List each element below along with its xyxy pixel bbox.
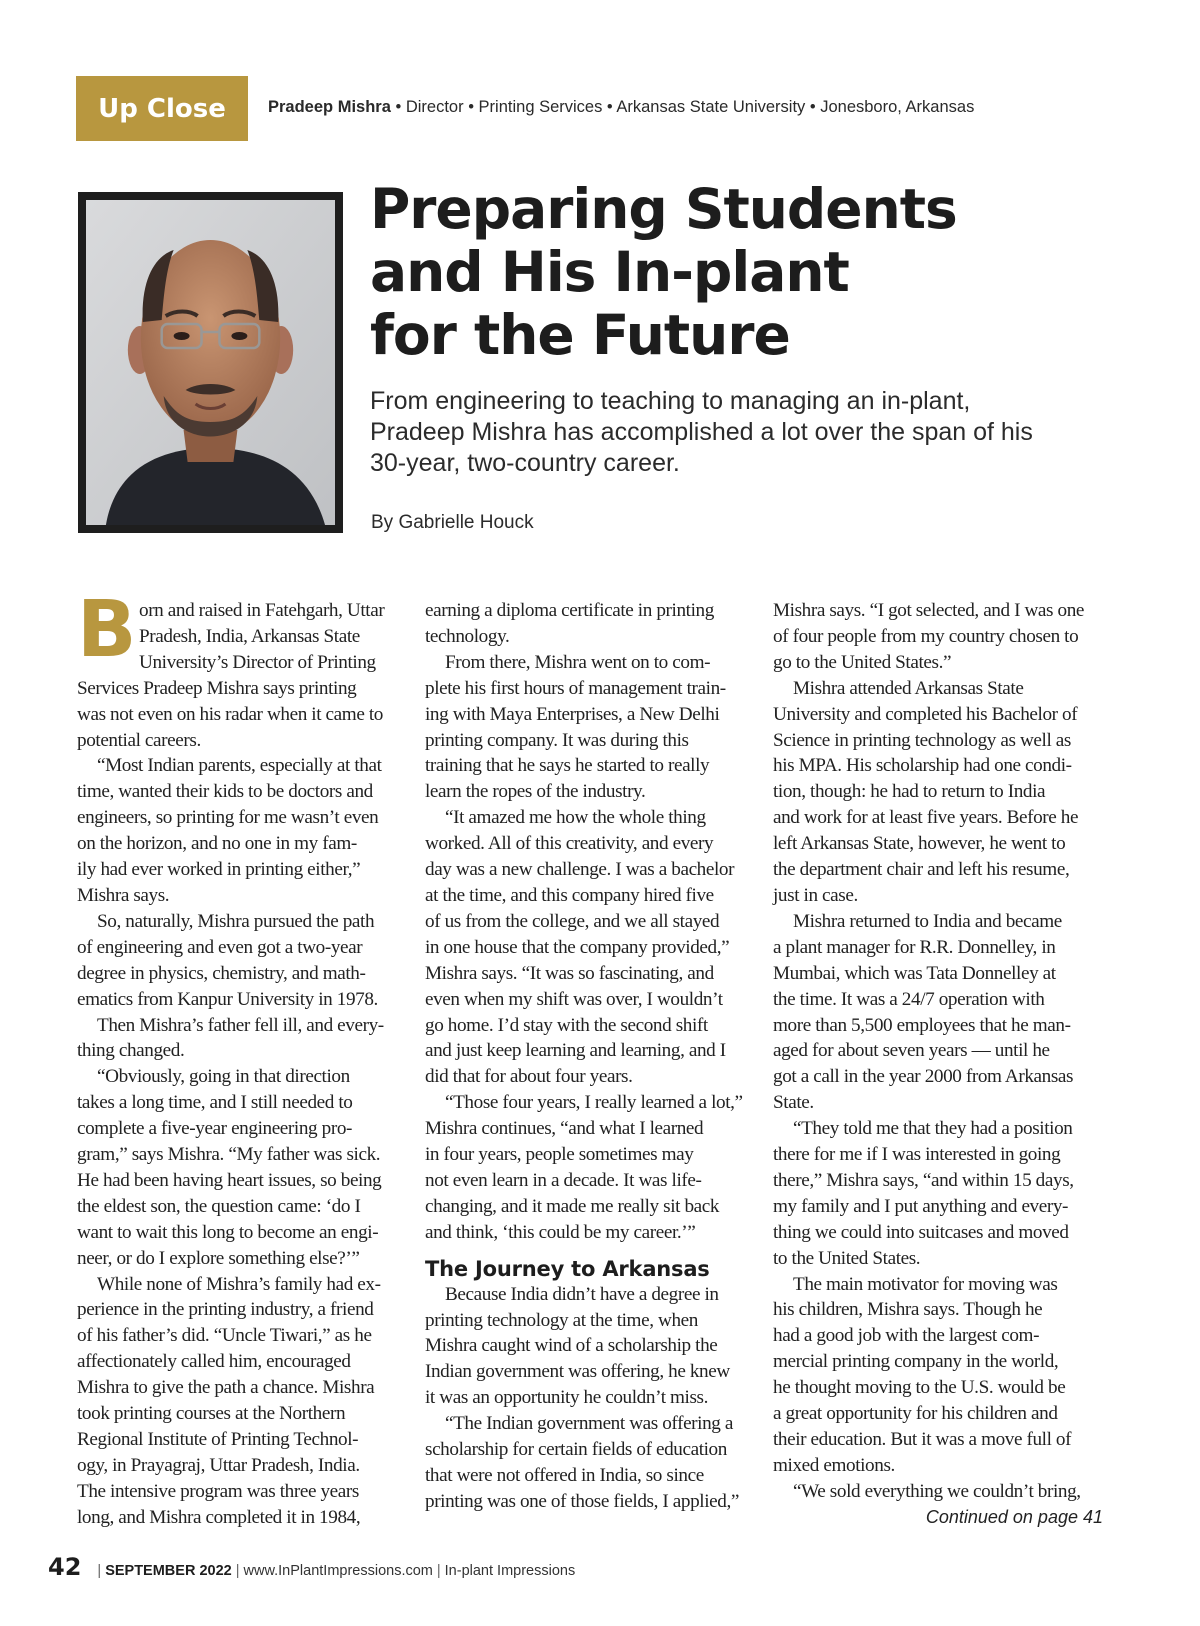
text-line: day was a new challenge. I was a bachelor [425, 859, 735, 881]
text-line: mixed emotions. [773, 1454, 895, 1476]
text-line: in one house that the company provided,” [425, 936, 730, 958]
text-line: the eldest son, the question came: ‘do I [77, 1195, 361, 1217]
text-line: So, naturally, Mishra pursued the path [97, 910, 375, 932]
text-line: Mishra caught wind of a scholarship the [425, 1335, 718, 1357]
text-line: “The Indian government was offering a [445, 1413, 734, 1435]
text-line: Mishra continues, “and what I learned [425, 1118, 704, 1140]
text-line: neer, or do I explore something else?’” [77, 1247, 360, 1269]
text-line: Science in printing technology as well as [773, 729, 1071, 751]
text-line: a great opportunity for his children and [773, 1403, 1058, 1425]
text-line: printing company. It was during this [425, 729, 689, 751]
text-line: that were not offered in India, so since [425, 1465, 704, 1486]
dek-line: 30-year, two-country career. [370, 449, 680, 477]
text-line: worked. All of this creativity, and every [425, 833, 714, 855]
text-line: Mishra says. [77, 884, 170, 906]
text-line: thing changed. [77, 1040, 185, 1062]
text-line: ing with Maya Enterprises, a New Delhi [425, 703, 720, 725]
text-line: on the horizon, and no one in my fam- [77, 833, 357, 855]
continued-note: Continued on page 41 [925, 1506, 1103, 1527]
text-line: University and completed his Bachelor of [773, 703, 1078, 725]
text-line: learn the ropes of the industry. [425, 781, 646, 803]
text-line: it was an opportunity he couldn’t miss. [425, 1387, 709, 1409]
text-line: scholarship for certain fields of education [425, 1439, 727, 1461]
column-3 [773, 598, 1103, 1531]
text-line: “They told me that they had a position [793, 1118, 1073, 1140]
text-line: thing we could into suitcases and moved [773, 1221, 1069, 1243]
text-line: ematics from Kanpur University in 1978. [77, 988, 378, 1010]
text-line: “Obviously, going in that direction [97, 1066, 350, 1088]
text-line: degree in physics, chemistry, and math- [77, 962, 366, 984]
text-line: ogy, in Prayagraj, Uttar Pradesh, India. [77, 1454, 360, 1476]
text-line: was not even on his radar when it came to [77, 703, 383, 725]
text-line: Indian government was offering, he knew [425, 1361, 730, 1383]
text-line: orn and raised in Fatehgarh, Uttar [139, 600, 385, 621]
text-line: of engineering and even got a two-year [77, 936, 363, 958]
text-line: and work for at least five years. Before he [773, 807, 1079, 829]
section-badge: Up Close [76, 76, 248, 141]
text-line: not even learn in a decade. It was life- [425, 1169, 702, 1191]
text-line: “We sold everything we couldn’t bring, [793, 1480, 1081, 1502]
text-line: took printing courses at the Northern [77, 1403, 346, 1425]
footer-divider: | [97, 1563, 102, 1579]
text-line: at the time, and this company hired five [425, 884, 714, 906]
text-line: Services Pradeep Mishra says printing [77, 677, 357, 699]
page-number: 42 [48, 1553, 82, 1581]
text-line: ily had ever worked in printing either,” [77, 859, 361, 881]
column-1 [77, 585, 407, 1531]
text-line: Pradesh, India, Arkansas State [139, 625, 360, 647]
header-name: Pradeep Mishra [268, 98, 391, 116]
text-line: State. [773, 1092, 814, 1114]
column-2 [425, 598, 755, 1515]
article-dek [370, 386, 1130, 479]
text-line: there,” Mishra says, “and within 15 days, [773, 1169, 1074, 1191]
portrait-image [86, 200, 335, 525]
text-line: perience in the printing industry, a friend [77, 1299, 374, 1321]
text-line: Mishra says. “I got selected, and I was one [773, 600, 1085, 621]
text-line: the time. It was a 24/7 operation with [773, 988, 1045, 1010]
text-line: Because India didn’t have a degree in [445, 1283, 719, 1305]
publication-name: In-plant Impressions [444, 1563, 576, 1579]
text-line: his MPA. His scholarship had one condi- [773, 755, 1072, 777]
text-line: printing was one of those fields, I applied,” [425, 1490, 739, 1512]
text-line: Regional Institute of Printing Technol- [77, 1429, 359, 1450]
text-line: tion, though: he had to return to India [773, 781, 1046, 803]
text-line: of four people from my country chosen to [773, 625, 1079, 647]
section-subhead: The Journey to Arkansas [425, 1256, 710, 1281]
text-line: gram,” says Mishra. “My father was sick. [77, 1144, 381, 1166]
text-line: University’s Director of Printing [139, 651, 376, 673]
author-byline: By Gabrielle Houck [371, 512, 534, 533]
text-line: long, and Mishra completed it in 1984, [77, 1506, 361, 1528]
text-line: takes a long time, and I still needed to [77, 1092, 353, 1114]
text-line: just in case. [773, 884, 858, 906]
text-line: Mishra attended Arkansas State [793, 677, 1024, 699]
text-line: his children, Mishra says. Though he [773, 1299, 1043, 1321]
issue-date: SEPTEMBER 2022 [105, 1563, 232, 1579]
text-line: got a call in the year 2000 from Arkansas [773, 1066, 1074, 1088]
text-line: potential careers. [77, 729, 201, 751]
text-line: technology. [425, 625, 510, 647]
text-line: printing technology at the time, when [425, 1309, 698, 1331]
text-line: aged for about seven years — until he [773, 1040, 1050, 1062]
text-line: From there, Mishra went on to com- [445, 651, 711, 673]
title-line: for the Future [370, 303, 790, 367]
text-line: Mishra to give the path a chance. Mishra [77, 1377, 375, 1399]
text-line: want to wait this long to become an engi- [77, 1221, 379, 1243]
text-line: earning a diploma certificate in printing [425, 600, 714, 621]
text-line: The main motivator for moving was [793, 1273, 1058, 1295]
text-line: changing, and it made me really sit back [425, 1195, 720, 1217]
text-line: in four years, people sometimes may [425, 1144, 694, 1166]
text-line: While none of Mishra’s family had ex- [97, 1273, 381, 1295]
portrait-photo [78, 192, 343, 533]
text-line: Then Mishra’s father fell ill, and every- [97, 1014, 384, 1036]
text-line: the department chair and left his resume, [773, 859, 1070, 881]
text-line: The intensive program was three years [77, 1480, 359, 1502]
text-line: “Most Indian parents, especially at that [97, 755, 382, 777]
text-line: my family and I put anything and every- [773, 1195, 1069, 1217]
header-byline [268, 98, 974, 117]
text-line: mercial printing company in the world, [773, 1351, 1059, 1373]
page-footer [48, 1553, 575, 1581]
title-line: Preparing Students [370, 177, 957, 241]
header-details: • Director • Printing Services • Arkansas State University • Jonesboro, Arkansas [395, 98, 975, 116]
text-line: even when my shift was over, I wouldn’t [425, 988, 723, 1010]
drop-cap: B [77, 585, 137, 675]
text-line: and just keep learning and learning, and I [425, 1040, 726, 1062]
text-line: of his father’s did. “Uncle Tiwari,” as he [77, 1325, 372, 1347]
footer-divider: | [436, 1563, 441, 1579]
text-line: left Arkansas State, however, he went to [773, 833, 1066, 855]
footer-divider: | [235, 1563, 240, 1579]
text-line: of us from the college, and we all stayed [425, 910, 720, 932]
text-line: more than 5,500 employees that he man- [773, 1014, 1071, 1036]
dek-line: From engineering to teaching to managing an in-plant, [370, 387, 971, 415]
website-link[interactable]: www.InPlantImpressions.com [243, 1563, 433, 1579]
text-line: and think, ‘this could be my career.’” [425, 1221, 696, 1243]
text-line: did that for about four years. [425, 1066, 633, 1088]
title-line: and His In-plant [370, 240, 849, 304]
dek-line: Pradeep Mishra has accomplished a lot over the span of his [370, 418, 1033, 446]
text-line: their education. But it was a move full of [773, 1429, 1072, 1450]
text-line: training that he says he started to really [425, 755, 710, 777]
text-line: go home. I’d stay with the second shift [425, 1014, 708, 1036]
article-title [370, 178, 1130, 367]
text-line: there for me if I was interested in going [773, 1144, 1061, 1166]
text-line: a plant manager for R.R. Donnelley, in [773, 936, 1056, 958]
text-line: complete a five-year engineering pro- [77, 1118, 352, 1140]
text-line: go to the United States.” [773, 651, 952, 673]
text-line: time, wanted their kids to be doctors and [77, 781, 373, 803]
text-line: plete his first hours of management train- [425, 677, 726, 699]
text-line: Mishra returned to India and became [793, 910, 1062, 932]
text-line: “It amazed me how the whole thing [445, 807, 706, 829]
text-line: he thought moving to the U.S. would be [773, 1377, 1066, 1399]
text-line: to the United States. [773, 1247, 921, 1269]
text-line: affectionately called him, encouraged [77, 1351, 351, 1373]
text-line: “Those four years, I really learned a lot,” [445, 1092, 743, 1114]
text-line: engineers, so printing for me wasn’t even [77, 807, 379, 829]
text-line: He had been having heart issues, so being [77, 1169, 382, 1191]
text-line: had a good job with the largest com- [773, 1325, 1040, 1347]
text-line: Mumbai, which was Tata Donnelley at [773, 962, 1056, 984]
text-line: Mishra says. “It was so fascinating, and [425, 962, 714, 984]
